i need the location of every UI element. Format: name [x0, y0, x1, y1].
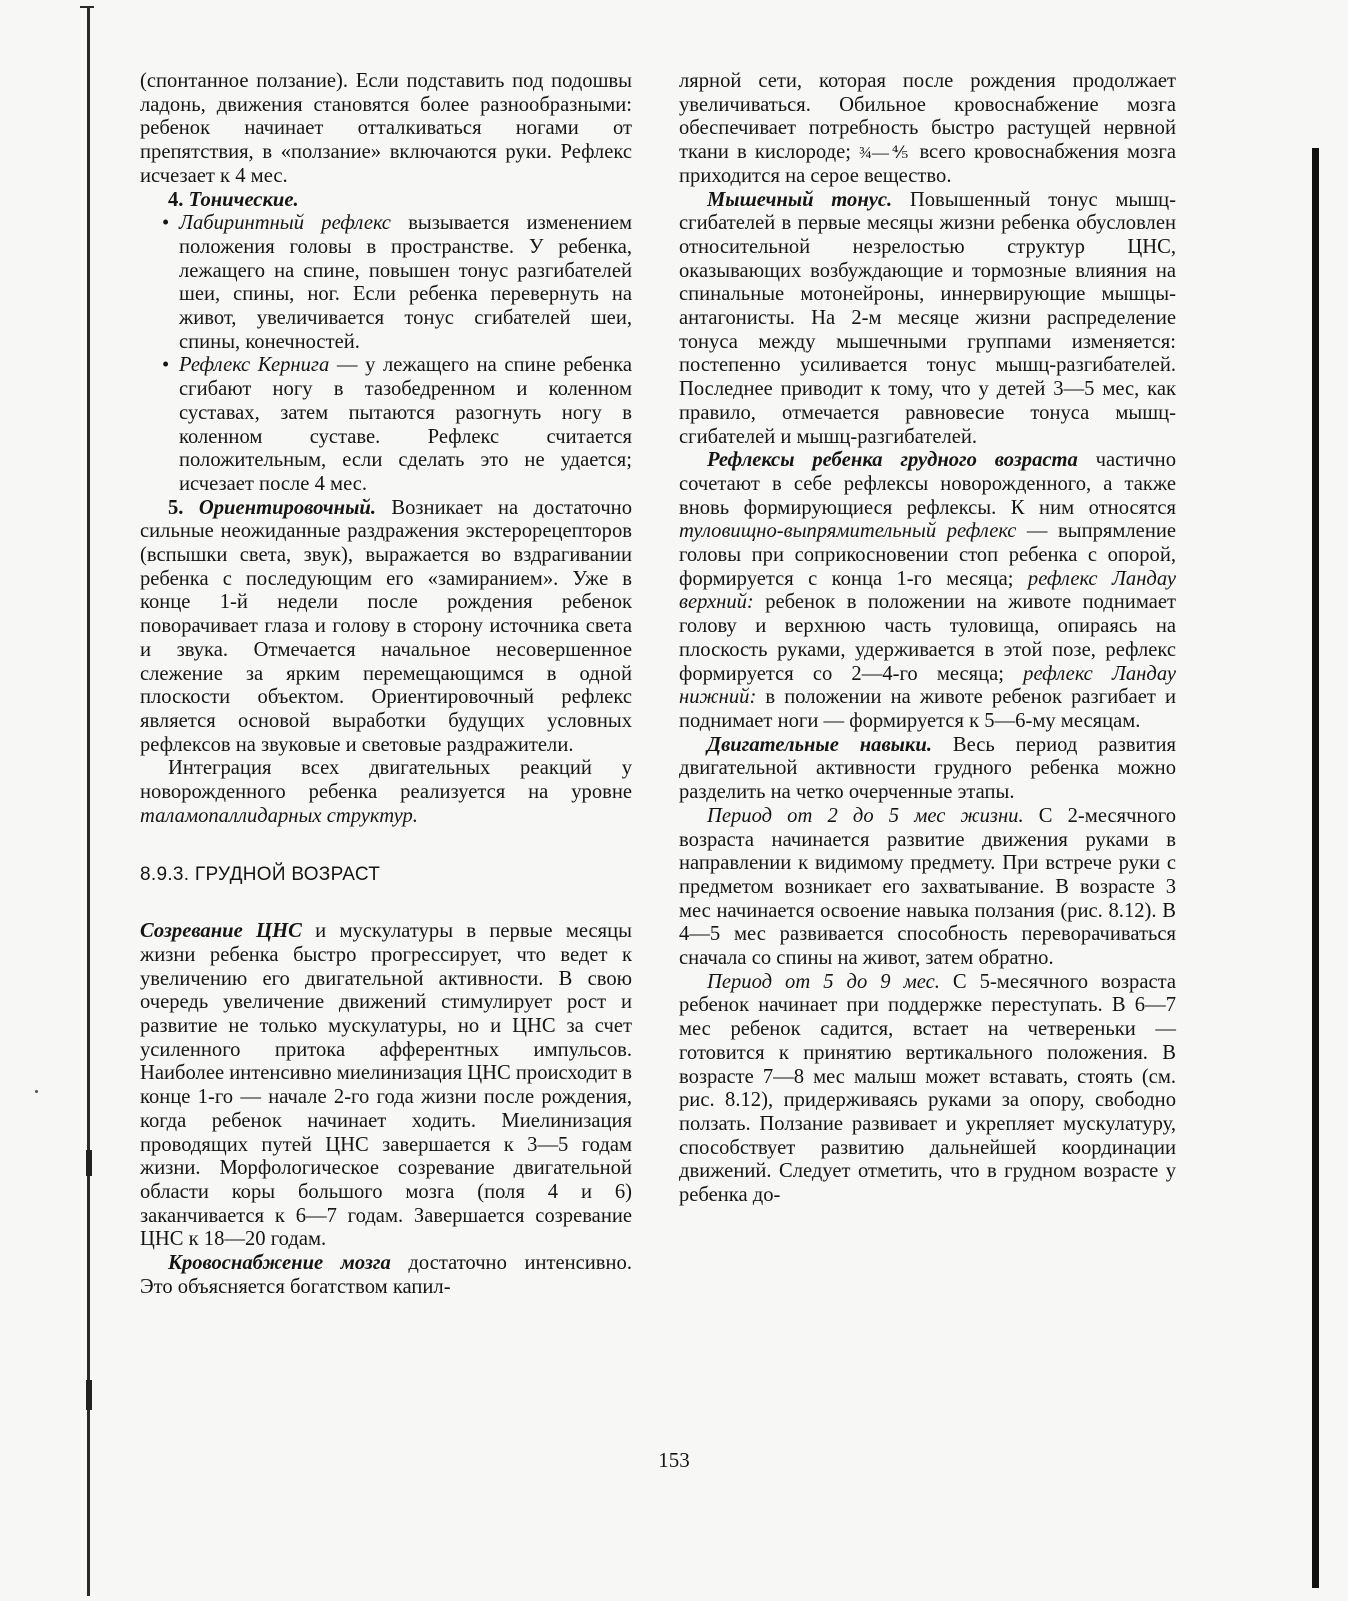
paragraph-text: и мускулатуры в первые месяцы жизни ребенка быстро прогрессирует, что ведет к увеличению его двигательной активности. В свою очередь увеличение движений стимулирует рост и развитие не только мускулатуры, но и ЦНС за счет усиленного притока афферентных импульсов. Наиболее интенсивно миелинизация ЦНС происходит в конце 1-го — начале 2-го года жизни после рождения, когда ребенок начинает ходить. Миелинизация проводящих путей ЦНС завершается к 3—5 годам жизни. Морфологическое созревание двигательной области коры большого мозга (поля 4 и 6) заканчивается к 6—7 годам. Завершается созревание ЦНС к 18—20 годам. [140, 920, 632, 1251]
scan-edge-mark [86, 1150, 92, 1176]
paragraph-text: лярной сети, которая после рождения продолжает увеличиваться. Обильное кровоснабжение мозга обеспечивает потребность быстро растущей нервной ткани в кислороде; [679, 70, 1176, 164]
page-number: 153 [658, 1448, 690, 1472]
run-in-heading: Кровоснабжение мозга [168, 1252, 391, 1275]
term: рефлекс Ландау верхний: [679, 567, 1176, 614]
paragraph [679, 971, 1176, 1208]
paragraph-text: — выпрямление головы при соприкосновении стоп ребенка с опорой, формируется с конца 1-го месяца; [679, 520, 1177, 590]
scan-edge-mark [86, 1380, 92, 1410]
paragraph-text: в положении на животе ребенок разгибает и поднимает ноги — формируется к 5—6-му месяцам. [679, 686, 1176, 732]
bullet-text: — у лежащего на спине ребенка сгибают ногу в тазобедренном и коленном суставах, затем пытаются разогнуть ногу в коленном суставе. Рефлекс считается положительным, если сделать это не удается; исчезает после 4 мес. [179, 354, 632, 495]
paragraph [679, 70, 1176, 189]
list-heading: Тонические. [188, 188, 299, 211]
paragraph [679, 805, 1176, 971]
bullet-icon: • [162, 212, 170, 235]
paragraph [140, 757, 632, 828]
run-in-heading: Мышечный тонус. [707, 188, 893, 211]
paragraph-text: Повышенный тонус мышц-сгибателей в первые месяцы жизни ребенка обусловлен относительной незрелостью структур ЦНС, оказывающих возбуждающие и тормозные влияния на спинальные мотонейроны, иннервирующие мышцы-антагонисты. На 2-м месяце жизни распределение тонуса между мышечными группами изменяется: постепенно усиливается тонус мышц-разгибателей. Последнее приводит к тому, что у детей 3—5 мес, как правило, отмечается равновесие тонуса мышц-сгибателей и мышц-разгибателей. [679, 188, 1176, 448]
scan-left-edge [87, 6, 90, 1596]
paragraph-text: Возникает на достаточно сильные неожиданные раздражения экстерорецепторов (вспышки света, звук), выражается во вздрагивании ребенка с последующим его «замиранием». Уже в конце 1-й недели после рождения ребенок поворачивает глаза и голову в сторону источника света и звука. Отмечается начальное несовершенное слежение за ярким перемещающимся в одной плоскости объектом. Ориентировочный рефлекс является основой выработки будущих условных рефлексов на звуковые и световые раздражители. [140, 496, 632, 756]
paragraph-text: С 2-месячного возраста начинается развитие движения руками в направлении к видимому предмету. При встрече руки с предметом возникает его захватывание. В возрасте 3 мес начинается освоение навыка ползания (рис. 8.12). В 4—5 мес развивается способность переворачиваться сначала со спины на живот, затем обратно. [679, 804, 1176, 970]
term: Период от 2 до 5 мес жизни. [707, 804, 1024, 827]
bullet-text: вызывается изменением положения головы в пространстве. У ребенка, лежащего на спине, повышен тонус разгибателей шеи, спины, ног. Если ребенка перевернуть на живот, увеличивается тонус сгибателей шеи, спины, конечностей. [179, 212, 632, 353]
term: туловищно-выпрямительный рефлекс [679, 520, 1017, 543]
paragraph-text: ребенок в положении на животе поднимает голову и верхнюю часть туловища, опираясь на плоскость руками, удерживается в этой позе, рефлекс формируется со 2—4-го месяца; [679, 591, 1176, 685]
paragraph-text: Весь период развития двигательной активности грудного ребенка можно разделить на четко очерченные этапы. [679, 733, 1177, 804]
term: Период от 5 до 9 мес. [707, 970, 940, 993]
paragraph-text: частично сочетают в себе рефлексы новорожденного, а также вновь формирующиеся рефлексы. К ним относятся [679, 449, 1176, 519]
list-number: 5. [168, 496, 184, 519]
paragraph-text: всего кровоснабжения мозга приходится на серое вещество. [679, 141, 1177, 187]
term: Лабиринтный рефлекс [179, 212, 391, 235]
scan-speck [35, 1090, 38, 1093]
paragraph [140, 70, 632, 189]
paragraph [140, 1252, 632, 1299]
run-in-heading: Рефлексы ребенка грудного возраста [707, 449, 1078, 472]
fraction: ¾—⅘ [859, 143, 912, 163]
paragraph [679, 189, 1176, 450]
paragraph-text: достаточно интенсивно. Это объясняется богатством капил- [140, 1252, 632, 1298]
scan-right-edge [1312, 148, 1319, 1588]
list-number: 4. [168, 188, 184, 211]
right-column [679, 70, 1176, 1208]
bullet-item [140, 354, 632, 496]
paragraph-text: (спонтанное ползание). Если подставить под подошвы ладонь, движения становятся более разнообразными: ребенок начинает отталкиваться ногами от препятствия, в «ползание» включаются руки. Рефлекс исчезает к 4 мес. [140, 70, 632, 187]
term: Рефлекс Кернига [179, 354, 330, 377]
bullet-item [140, 212, 632, 354]
list-item-4 [140, 189, 632, 213]
paragraph [679, 734, 1176, 805]
paragraph-text: С 5-месячного возраста ребенок начинает при поддержке переступать. В 6—7 мес ребенок садится, встает на четвереньки — готовится к принятию вертикального положения. В возрасте 7—8 мес малыш может вставать, стоять (см. рис. 8.12), придерживаясь руками за опору, свободно ползать. Ползание развивает и укрепляет мускулатуру, способствует развитию дальнейшей координации движений. Следует отметить, что в грудном возрасте у ребенка до- [679, 970, 1176, 1207]
run-in-heading: Созревание ЦНС [140, 920, 302, 943]
paragraph [679, 449, 1176, 733]
bullet-icon: • [162, 354, 170, 377]
left-column [140, 70, 632, 1299]
run-in-heading: Двигательные навыки. [707, 733, 932, 756]
list-item-5 [140, 497, 632, 758]
paragraph [140, 920, 632, 1252]
paragraph-text: Интеграция всех двигательных реакций у новорожденного ребенка реализуется на уровне [140, 757, 632, 804]
term: таламопаллидарных структур. [140, 804, 418, 827]
term: рефлекс Ландау нижний: [679, 662, 1176, 709]
section-heading: 8.9.3. ГРУДНОЙ ВОЗРАСТ [140, 863, 381, 885]
list-heading: Ориентировочный. [198, 496, 376, 519]
